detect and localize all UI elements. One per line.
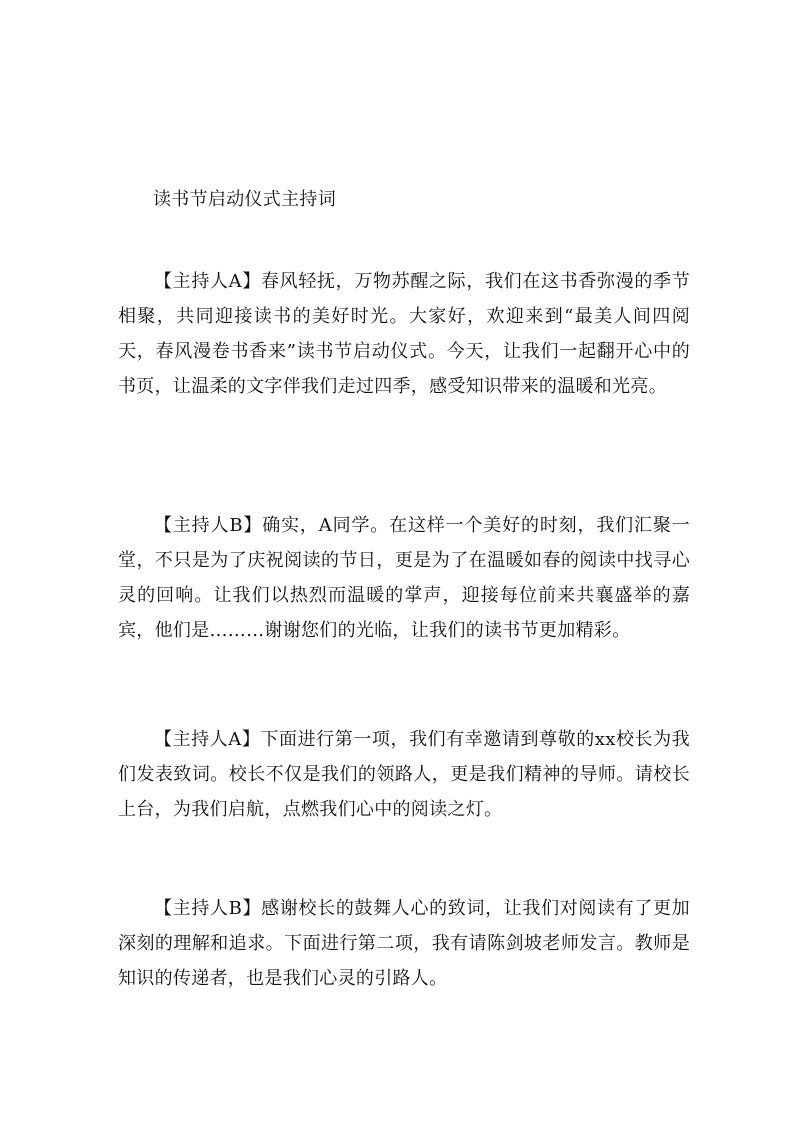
paragraph-host-b-welcome: 【主持人B】确实，A同学。在这样一个美好的时刻，我们汇聚一堂，不只是为了庆祝阅读的节日，更是为了在温暖如春的阅读中找寻心灵的回响。让我们以热烈而温暖的掌声，迎接每位前来共襄盛举的嘉宾，他们是………谢谢您们的光临，让我们的读书节更加精彩。 <box>118 515 690 641</box>
paragraph-host-a-opening: 【主持人A】春风轻抚，万物苏醒之际，我们在这书香弥漫的季节相聚，共同迎接读书的美好时光。大家好，欢迎来到“最美人间四阅天，春风漫卷书香来”读书节启动仪式。今天，让我们一起翻开心中的书页，让温柔的文字伴我们走过四季，感受知识带来的温暖和光亮。 <box>118 271 690 397</box>
paragraph-host-a-principal: 【主持人A】下面进行第一项，我们有幸邀请到尊敬的xx校长为我们发表致词。校长不仅是我们的领路人，更是我们精神的导师。请校长上台，为我们启航，点燃我们心中的阅读之灯。 <box>118 729 690 820</box>
document-title: 读书节启动仪式主持词 <box>153 189 336 210</box>
paragraph-host-b-teacher: 【主持人B】感谢校长的鼓舞人心的致词，让我们对阅读有了更加深刻的理解和追求。下面进行第二项，我有请陈剑坡老师发言。教师是知识的传递者，也是我们心灵的引路人。 <box>118 898 690 989</box>
